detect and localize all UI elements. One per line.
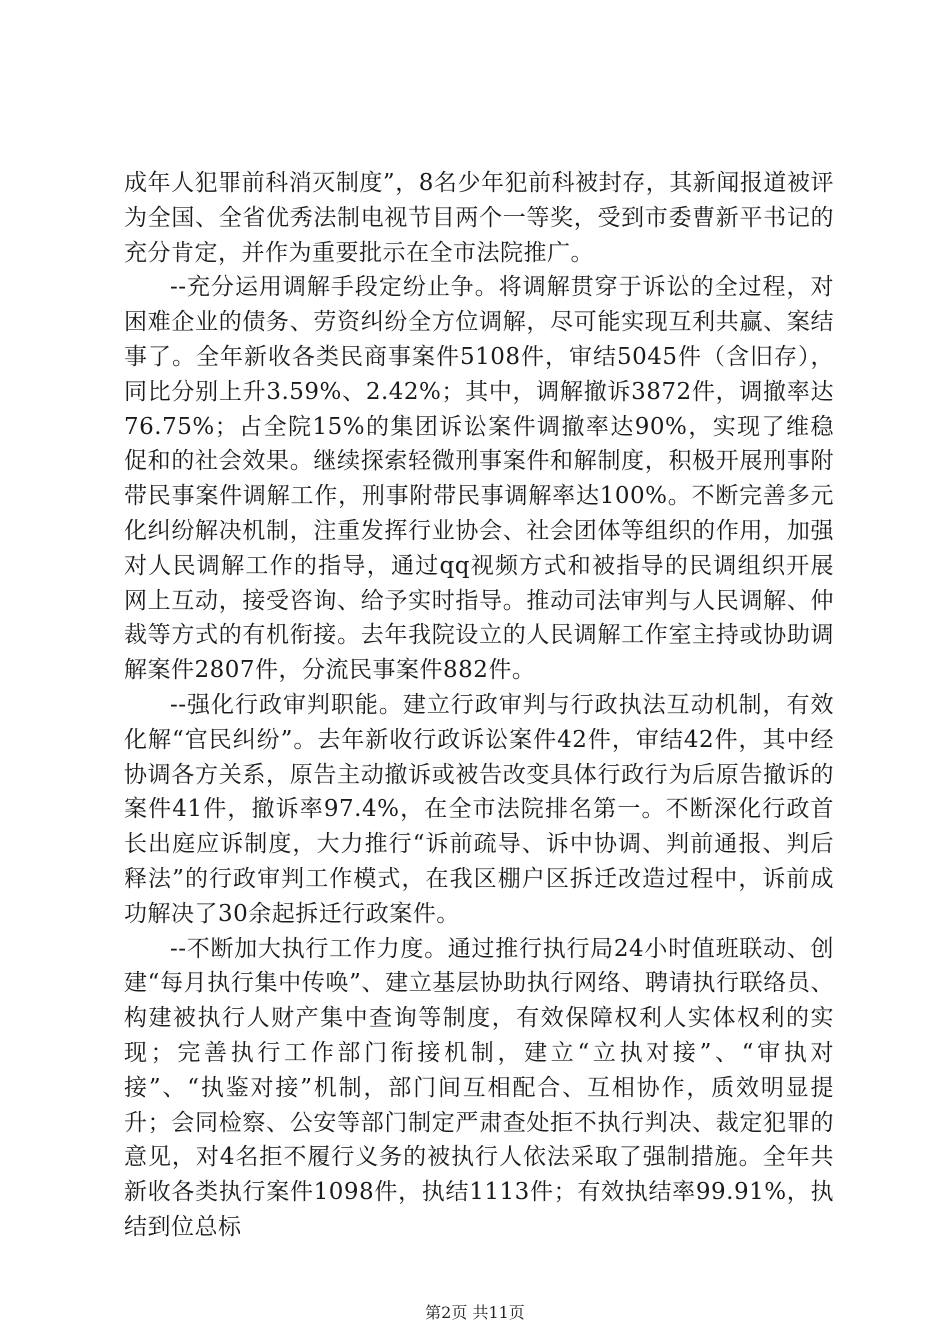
paragraph-administrative-trial: --强化行政审判职能。建立行政审判与行政执法互动机制，有效化解“官民纠纷”。去年新收行政诉讼案件42件，审结42件，其中经协调各方关系，原告主动撤诉或被告改变具体行政行为后原告撤诉的案件41件，撤诉率97.4%，在全市法院排名第一。不断深化行政首长出庭应诉制度，大力推行“诉前疏导、诉中协调、判前通报、判后释法”的行政审判工作模式，在我区棚户区拆迁改造过程中，诉前成功解决了30余起拆迁行政案件。 [124, 691, 834, 927]
paragraph-continued: 成年人犯罪前科消灭制度”，8名少年犯前科被封存，其新闻报道被评为全国、全省优秀法制电视节目两个一等奖，受到市委曹新平书记的充分肯定，并作为重要批示在全市法院推广。 [124, 170, 834, 266]
paragraph-enforcement: --不断加大执行工作力度。通过推行执行局24小时值班联动、创建“每月执行集中传唤”、建立基层协助执行网络、聘请执行联络员、构建被执行人财产集中查询等制度，有效保障权利人实体权利的实现；完善执行工作部门衔接机制，建立“立执对接”、“审执对接”、“执鉴对接”机制，部门间互相配合、互相协作，质效明显提升；会同检察、公安等部门制定严肃查处拒不执行判决、裁定犯罪的意见，对4名拒不履行义务的被执行人依法采取了强制措施。全年共新收各类执行案件1098件，执结1113件；有效执结率99.91%，执结到位总标 [124, 935, 834, 1240]
document-body [124, 166, 834, 1245]
paragraph-mediation: --充分运用调解手段定纷止争。将调解贯穿于诉讼的全过程，对困难企业的债务、劳资纠纷全方位调解，尽可能实现互利共赢、案结事了。全年新收各类民商事案件5108件，审结5045件（含旧存），同比分别上升3.59%、2.42%；其中，调解撤诉3872件，调撤率达76.75%；占全院15%的集团诉讼案件调撤率达90%，实现了维稳促和的社会效果。继续探索轻微刑事案件和解制度，积极开展刑事附带民事案件调解工作，刑事附带民事调解率达100%。不断完善多元化纠纷解决机制，注重发挥行业协会、社会团体等组织的作用，加强对人民调解工作的指导，通过qq视频方式和被指导的民调组织开展网上互动，接受咨询、给予实时指导。推动司法审判与人民调解、仲裁等方式的有机衔接。去年我院设立的人民调解工作室主持或协助调解案件2807件，分流民事案件882件。 [124, 274, 834, 684]
page-footer: 第2页 共11页 [425, 1303, 525, 1322]
